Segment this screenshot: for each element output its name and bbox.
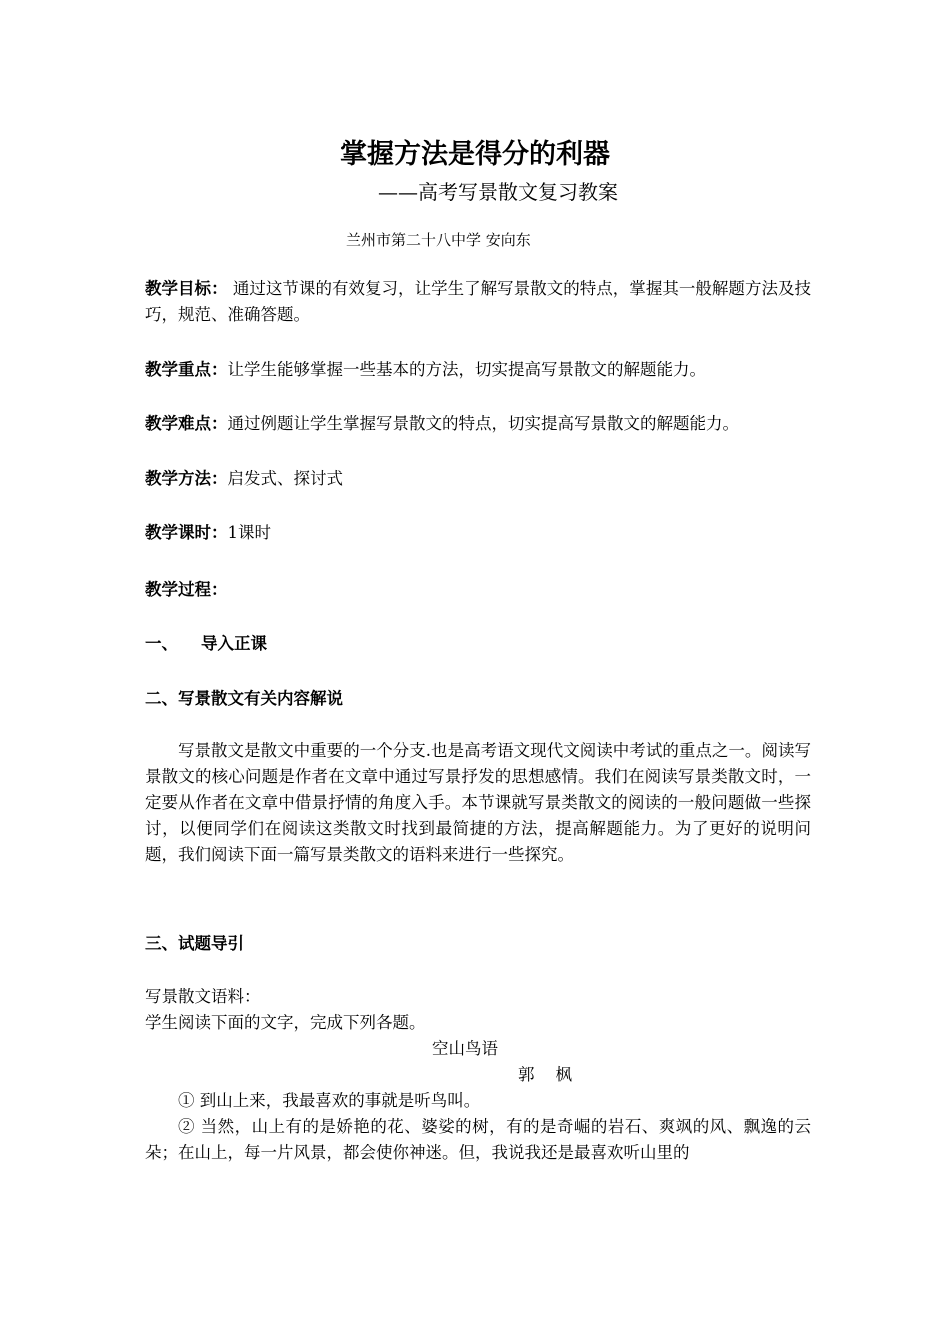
process-label: 教学过程：: [145, 580, 228, 599]
essay-author: 郭 枫: [518, 1065, 572, 1084]
essay-paragraph-2: ② 当然，山上有的是娇艳的花、婆娑的树，有的是奇崛的岩石、爽飒的风、飘逸的云朵；在山上，每一片风景，都会使你神迷。但，我说我还是最喜欢听山里的: [145, 1117, 811, 1162]
essay-paragraph-1: ① 到山上来，我最喜欢的事就是听鸟叫。: [178, 1091, 481, 1110]
keypoints-field: [145, 357, 706, 383]
instruction-text: 学生阅读下面的文字，完成下列各题。: [145, 1013, 426, 1032]
hours-label: 教学课时：: [145, 523, 228, 542]
hours-text: 1课时: [227, 523, 271, 542]
difficulties-field: [145, 411, 739, 437]
section-heading-2: 二、写景散文有关内容解说: [145, 689, 343, 708]
methods-text: 启发式、探讨式: [227, 469, 343, 488]
keypoints-label: 教学重点：: [145, 360, 228, 379]
author-line: 兰州市第二十八中学 安向东: [346, 231, 531, 249]
methods-label: 教学方法：: [145, 469, 228, 488]
section-heading-1: 一、 导入正课: [145, 634, 267, 653]
difficulties-text: 通过例题让学生掌握写景散文的特点，切实提高写景散文的解题能力。: [227, 414, 739, 433]
difficulties-label: 教学难点：: [145, 414, 228, 433]
page-title: 掌握方法是得分的利器: [340, 139, 610, 170]
section-heading-3: 三、试题导引: [145, 934, 244, 953]
objectives-text: 通过这节课的有效复习，让学生了解写景散文的特点，掌握其一般解题方法及技巧，规范、准确答题。: [145, 279, 811, 324]
objectives-label: 教学目标：: [145, 279, 228, 298]
keypoints-text: 让学生能够掌握一些基本的方法，切实提高写景散文的解题能力。: [227, 360, 706, 379]
section2-body: 写景散文是散文中重要的一个分支.也是高考语文现代文阅读中考试的重点之一。阅读写景散文的核心问题是作者在文章中通过写景抒发的思想感情。我们在阅读写景类散文时，一定要从作者在文章中借景抒情的角度入手。本节课就写景类散文的阅读的一般问题做一些探讨，以便同学们在阅读这类散文时找到最简捷的方法，提高解题能力。为了更好的说明问题，我们阅读下面一篇写景类散文的语料来进行一些探究。: [145, 741, 811, 864]
methods-field: [145, 466, 343, 492]
corpus-label: 写景散文语料：: [145, 987, 261, 1006]
essay-title: 空山鸟语: [432, 1039, 498, 1058]
objectives-field: [145, 276, 811, 328]
hours-field: [145, 520, 271, 546]
page-subtitle: ——高考写景散文复习教案: [378, 180, 618, 204]
